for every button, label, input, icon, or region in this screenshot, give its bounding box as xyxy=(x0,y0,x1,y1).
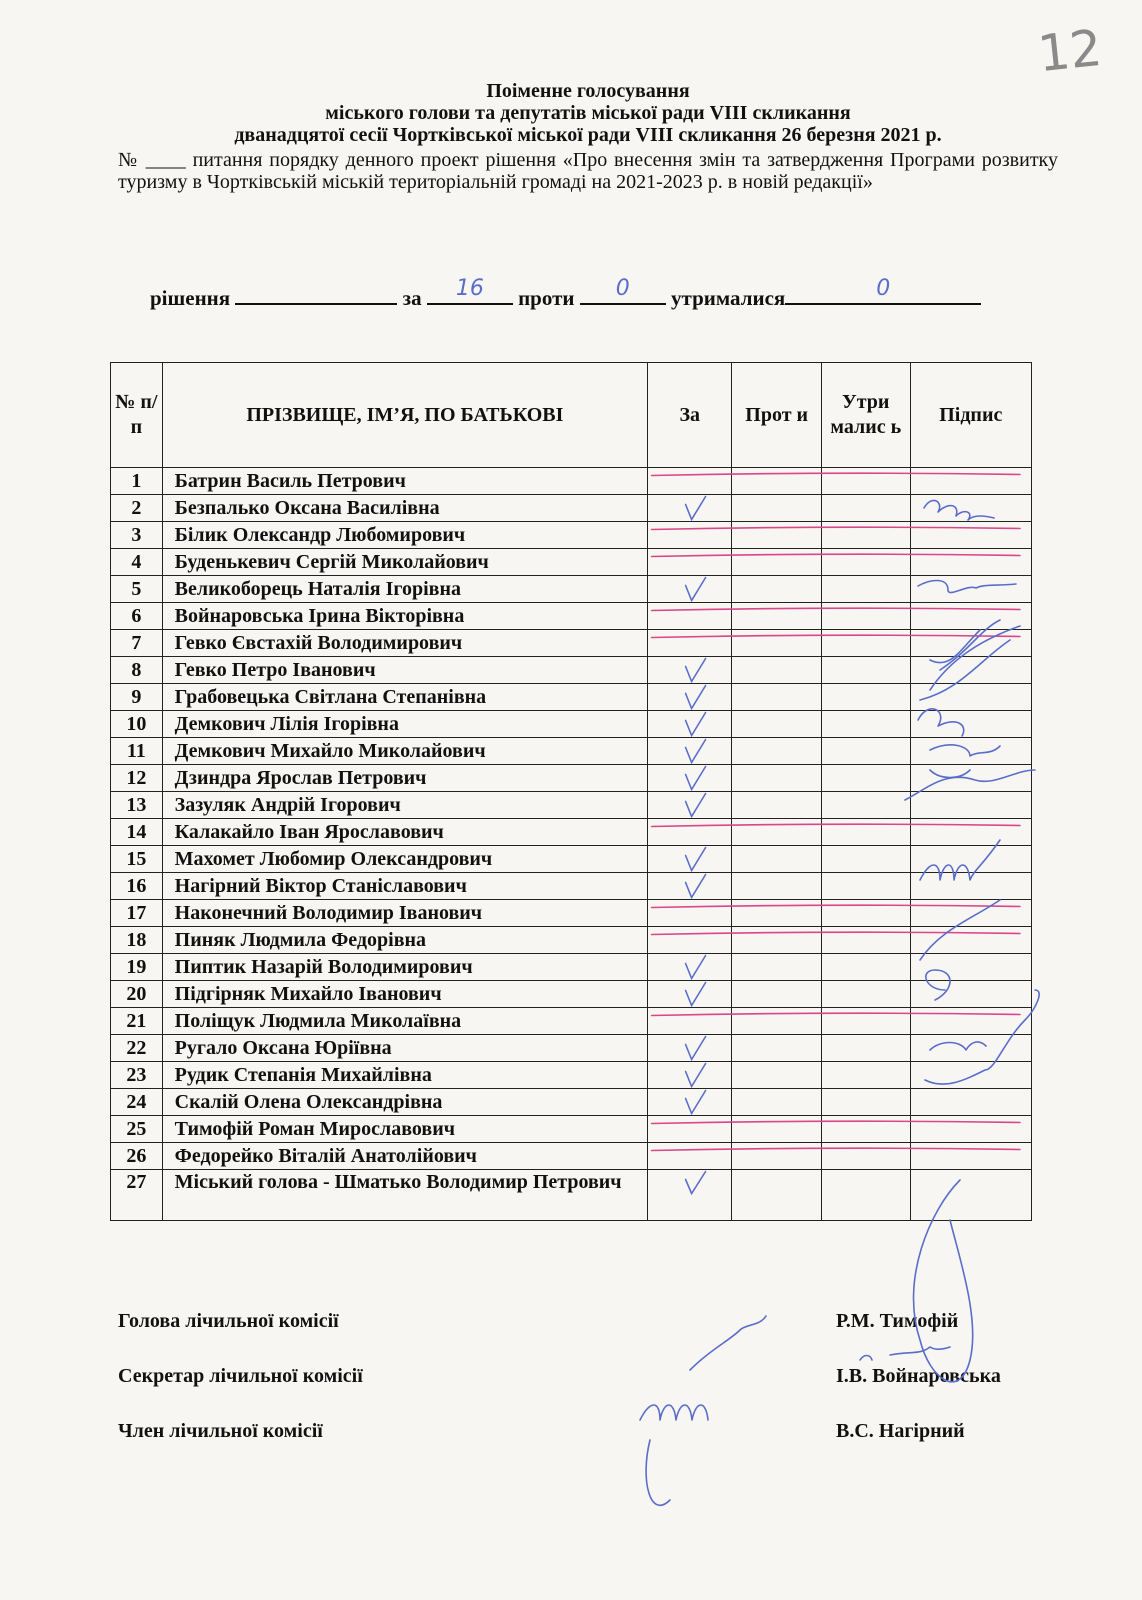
table-row xyxy=(111,819,1032,846)
table-row xyxy=(111,1062,1032,1089)
row-signature-cell xyxy=(910,1008,1031,1035)
table-row xyxy=(111,468,1032,495)
row-abstain-cell xyxy=(821,1008,910,1035)
row-name: Ругало Оксана Юріївна xyxy=(162,1035,647,1062)
row-name: Поліщук Людмила Миколаївна xyxy=(162,1008,647,1035)
row-number: 11 xyxy=(111,738,163,765)
row-for-cell xyxy=(648,1170,732,1221)
row-abstain-cell xyxy=(821,981,910,1008)
row-abstain-cell xyxy=(821,630,910,657)
row-against-cell xyxy=(732,819,822,846)
row-signature-cell xyxy=(910,549,1031,576)
table-row xyxy=(111,522,1032,549)
row-signature-cell xyxy=(910,1143,1031,1170)
row-abstain-cell xyxy=(821,765,910,792)
row-against-cell xyxy=(732,738,822,765)
row-signature-cell xyxy=(910,522,1031,549)
row-signature-cell xyxy=(910,630,1031,657)
chair-role: Голова лічильної комісії xyxy=(118,1310,339,1332)
row-for-cell xyxy=(648,576,732,603)
row-signature-cell xyxy=(910,900,1031,927)
row-signature-cell xyxy=(910,1089,1031,1116)
row-number: 22 xyxy=(111,1035,163,1062)
row-against-cell xyxy=(732,711,822,738)
row-abstain-cell xyxy=(821,1089,910,1116)
row-for-cell xyxy=(648,684,732,711)
row-for-cell xyxy=(648,846,732,873)
title-line-3: дванадцятої сесії Чортківської міської ради VIII скликання 26 березня 2021 р. xyxy=(234,124,942,146)
row-for-cell xyxy=(648,1035,732,1062)
row-against-cell xyxy=(732,630,822,657)
row-abstain-cell xyxy=(821,522,910,549)
table-row xyxy=(111,657,1032,684)
row-abstain-cell xyxy=(821,1143,910,1170)
row-abstain-cell xyxy=(821,495,910,522)
table-row xyxy=(111,1143,1032,1170)
row-signature-cell xyxy=(910,765,1031,792)
row-signature-cell xyxy=(910,927,1031,954)
row-name: Безпалько Оксана Василівна xyxy=(162,495,647,522)
row-name: Тимофій Роман Мирославович xyxy=(162,1116,647,1143)
commission-footer xyxy=(118,1310,1018,1475)
row-for-cell xyxy=(648,900,732,927)
row-number: 9 xyxy=(111,684,163,711)
table-row xyxy=(111,1116,1032,1143)
row-name: Підгірняк Михайло Іванович xyxy=(162,981,647,1008)
row-name: Батрин Василь Петрович xyxy=(162,468,647,495)
row-signature-cell xyxy=(910,495,1031,522)
table-row xyxy=(111,1089,1032,1116)
against-count: 0 xyxy=(615,276,630,301)
for-count: 16 xyxy=(455,276,484,301)
table-row xyxy=(111,1035,1032,1062)
row-abstain-cell xyxy=(821,846,910,873)
row-number: 23 xyxy=(111,1062,163,1089)
table-row xyxy=(111,1170,1032,1221)
row-abstain-cell xyxy=(821,819,910,846)
row-number: 12 xyxy=(111,765,163,792)
row-against-cell xyxy=(732,765,822,792)
table-row xyxy=(111,1008,1032,1035)
row-number: 26 xyxy=(111,1143,163,1170)
row-number: 21 xyxy=(111,1008,163,1035)
member-name: В.С. Нагірний xyxy=(836,1420,965,1442)
row-for-cell xyxy=(648,981,732,1008)
header-num: № п/п xyxy=(111,363,163,468)
for-label: за xyxy=(402,286,422,310)
row-signature-cell xyxy=(910,684,1031,711)
row-signature-cell xyxy=(910,792,1031,819)
row-against-cell xyxy=(732,603,822,630)
row-for-cell xyxy=(648,711,732,738)
agenda-item: № ____ питання порядку денного проект рішення «Про внесення змін та затвердження Програми розвитку туризму в Чортківській міській територіальній громаді на 2021-2023 р. в новій редакції» xyxy=(118,149,1058,193)
header-name: ПРІЗВИЩЕ, ІМ’Я, ПО БАТЬКОВІ xyxy=(162,363,647,468)
row-signature-cell xyxy=(910,873,1031,900)
row-number: 2 xyxy=(111,495,163,522)
row-against-cell xyxy=(732,1116,822,1143)
row-number: 19 xyxy=(111,954,163,981)
row-name: Пиняк Людмила Федорівна xyxy=(162,927,647,954)
table-row xyxy=(111,576,1032,603)
roll-call-table xyxy=(110,362,1032,1221)
row-number: 27 xyxy=(111,1170,163,1221)
header-for: За xyxy=(648,363,732,468)
row-for-cell xyxy=(648,468,732,495)
against-blank xyxy=(580,276,666,305)
table-row xyxy=(111,630,1032,657)
row-name: Федорейко Віталій Анатолійович xyxy=(162,1143,647,1170)
row-against-cell xyxy=(732,900,822,927)
row-for-cell xyxy=(648,1089,732,1116)
row-against-cell xyxy=(732,522,822,549)
table-row xyxy=(111,765,1032,792)
table-row xyxy=(111,927,1032,954)
row-number: 25 xyxy=(111,1116,163,1143)
table-row xyxy=(111,711,1032,738)
row-signature-cell xyxy=(910,1116,1031,1143)
row-number: 15 xyxy=(111,846,163,873)
row-signature-cell xyxy=(910,981,1031,1008)
row-against-cell xyxy=(732,846,822,873)
row-name: Демкович Лілія Ігорівна xyxy=(162,711,647,738)
row-abstain-cell xyxy=(821,468,910,495)
row-for-cell xyxy=(648,927,732,954)
row-name: Наконечний Володимир Іванович xyxy=(162,900,647,927)
row-signature-cell xyxy=(910,819,1031,846)
header-against: Прот и xyxy=(732,363,822,468)
row-name: Білик Олександр Любомирович xyxy=(162,522,647,549)
row-signature-cell xyxy=(910,603,1031,630)
row-for-cell xyxy=(648,954,732,981)
row-abstain-cell xyxy=(821,684,910,711)
row-number: 8 xyxy=(111,657,163,684)
abstain-label: утрималися xyxy=(671,286,786,310)
row-name: Скалій Олена Олександрівна xyxy=(162,1089,647,1116)
row-number: 13 xyxy=(111,792,163,819)
member-role: Член лічильної комісії xyxy=(118,1420,323,1442)
row-against-cell xyxy=(732,981,822,1008)
row-name: Калакайло Іван Ярославович xyxy=(162,819,647,846)
row-against-cell xyxy=(732,576,822,603)
row-name: Великоборець Наталія Ігорівна xyxy=(162,576,647,603)
row-abstain-cell xyxy=(821,576,910,603)
row-against-cell xyxy=(732,792,822,819)
row-for-cell xyxy=(648,1116,732,1143)
table-row xyxy=(111,954,1032,981)
chair-name: Р.М. Тимофій xyxy=(836,1310,959,1332)
for-blank xyxy=(427,276,513,305)
row-number: 17 xyxy=(111,900,163,927)
row-signature-cell xyxy=(910,954,1031,981)
row-abstain-cell xyxy=(821,873,910,900)
row-abstain-cell xyxy=(821,900,910,927)
row-against-cell xyxy=(732,1008,822,1035)
row-for-cell xyxy=(648,792,732,819)
header-signature: Підпис xyxy=(910,363,1031,468)
row-for-cell xyxy=(648,630,732,657)
table-row xyxy=(111,792,1032,819)
row-number: 16 xyxy=(111,873,163,900)
row-number: 1 xyxy=(111,468,163,495)
row-number: 10 xyxy=(111,711,163,738)
row-against-cell xyxy=(732,1170,822,1221)
table-row xyxy=(111,900,1032,927)
row-name: Войнаровська Ірина Вікторівна xyxy=(162,603,647,630)
against-label: проти xyxy=(518,286,575,310)
row-signature-cell xyxy=(910,711,1031,738)
row-for-cell xyxy=(648,819,732,846)
row-number: 6 xyxy=(111,603,163,630)
abstain-blank xyxy=(785,276,981,305)
row-signature-cell xyxy=(910,1062,1031,1089)
row-against-cell xyxy=(732,927,822,954)
table-row xyxy=(111,873,1032,900)
row-signature-cell xyxy=(910,576,1031,603)
row-abstain-cell xyxy=(821,711,910,738)
table-header-row xyxy=(111,363,1032,468)
row-against-cell xyxy=(732,468,822,495)
row-for-cell xyxy=(648,522,732,549)
table-row xyxy=(111,981,1032,1008)
row-against-cell xyxy=(732,1035,822,1062)
row-name: Гевко Петро Іванович xyxy=(162,657,647,684)
table-row xyxy=(111,495,1032,522)
page-number: 12 xyxy=(1035,18,1105,84)
row-abstain-cell xyxy=(821,792,910,819)
row-for-cell xyxy=(648,765,732,792)
chair-row xyxy=(118,1310,1018,1365)
row-abstain-cell xyxy=(821,657,910,684)
row-for-cell xyxy=(648,873,732,900)
row-signature-cell xyxy=(910,846,1031,873)
row-for-cell xyxy=(648,603,732,630)
secretary-role: Секретар лічильної комісії xyxy=(118,1365,363,1387)
row-against-cell xyxy=(732,1143,822,1170)
row-abstain-cell xyxy=(821,954,910,981)
table-row xyxy=(111,549,1032,576)
row-for-cell xyxy=(648,657,732,684)
row-against-cell xyxy=(732,1062,822,1089)
decision-label: рішення xyxy=(150,286,231,310)
row-signature-cell xyxy=(910,468,1031,495)
table-row xyxy=(111,603,1032,630)
row-number: 14 xyxy=(111,819,163,846)
row-name: Дзиндра Ярослав Петрович xyxy=(162,765,647,792)
member-row xyxy=(118,1420,1018,1475)
row-signature-cell xyxy=(910,1170,1031,1221)
row-abstain-cell xyxy=(821,1116,910,1143)
row-number: 20 xyxy=(111,981,163,1008)
table-row xyxy=(111,846,1032,873)
row-signature-cell xyxy=(910,1035,1031,1062)
decision-blank xyxy=(235,283,397,305)
row-abstain-cell xyxy=(821,549,910,576)
row-number: 7 xyxy=(111,630,163,657)
row-name: Гевко Євстахій Володимирович xyxy=(162,630,647,657)
title-line-1: Поіменне голосування xyxy=(486,80,690,102)
row-name: Рудик Степанія Михайлівна xyxy=(162,1062,647,1089)
row-name: Грабовецька Світлана Степанівна xyxy=(162,684,647,711)
row-against-cell xyxy=(732,495,822,522)
row-signature-cell xyxy=(910,657,1031,684)
row-for-cell xyxy=(648,549,732,576)
row-against-cell xyxy=(732,873,822,900)
row-abstain-cell xyxy=(821,1062,910,1089)
secretary-row xyxy=(118,1365,1018,1420)
row-name: Буденькевич Сергій Миколайович xyxy=(162,549,647,576)
abstain-count: 0 xyxy=(876,276,891,301)
row-against-cell xyxy=(732,684,822,711)
row-name: Зазуляк Андрій Ігорович xyxy=(162,792,647,819)
row-number: 24 xyxy=(111,1089,163,1116)
row-for-cell xyxy=(648,1008,732,1035)
table-row xyxy=(111,738,1032,765)
row-name: Пиптик Назарій Володимирович xyxy=(162,954,647,981)
row-number: 18 xyxy=(111,927,163,954)
row-name: Демкович Михайло Миколайович xyxy=(162,738,647,765)
row-for-cell xyxy=(648,1062,732,1089)
vote-results xyxy=(150,276,981,311)
row-against-cell xyxy=(732,549,822,576)
table-row xyxy=(111,684,1032,711)
row-number: 5 xyxy=(111,576,163,603)
row-abstain-cell xyxy=(821,1170,910,1221)
row-number: 3 xyxy=(111,522,163,549)
secretary-name: І.В. Войнаровська xyxy=(836,1365,1001,1387)
row-abstain-cell xyxy=(821,1035,910,1062)
row-number: 4 xyxy=(111,549,163,576)
row-abstain-cell xyxy=(821,927,910,954)
row-against-cell xyxy=(732,1089,822,1116)
row-abstain-cell xyxy=(821,738,910,765)
row-abstain-cell xyxy=(821,603,910,630)
row-name: Нагірний Віктор Станіславович xyxy=(162,873,647,900)
table-body xyxy=(111,468,1032,1221)
row-against-cell xyxy=(732,954,822,981)
row-for-cell xyxy=(648,1143,732,1170)
document-header xyxy=(118,80,1058,193)
row-against-cell xyxy=(732,657,822,684)
header-abstain: Утри малис ь xyxy=(821,363,910,468)
row-for-cell xyxy=(648,495,732,522)
row-name: Міський голова - Шматько Володимир Петрович xyxy=(162,1170,647,1221)
title-line-2: міського голови та депутатів міської ради VIII скликання xyxy=(325,102,851,124)
row-for-cell xyxy=(648,738,732,765)
row-signature-cell xyxy=(910,738,1031,765)
row-name: Махомет Любомир Олександрович xyxy=(162,846,647,873)
